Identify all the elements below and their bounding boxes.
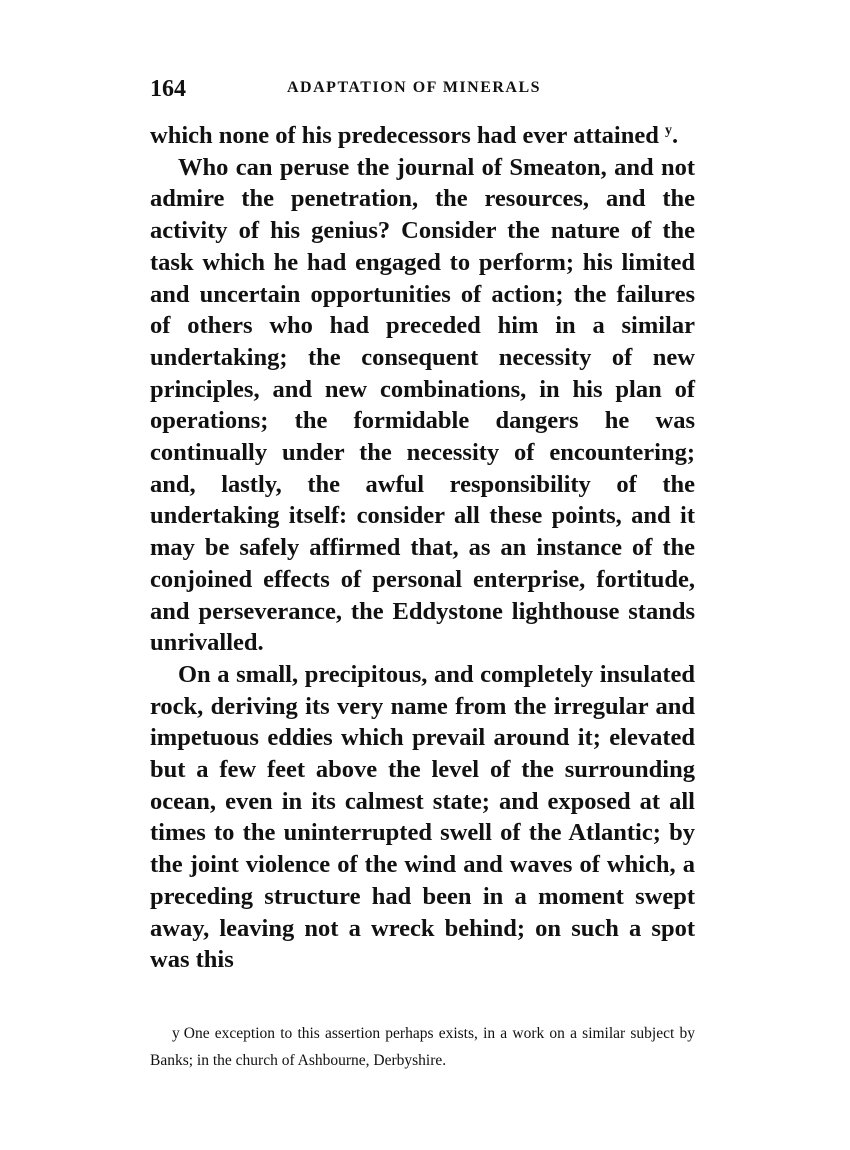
page-number: 164 — [150, 76, 186, 102]
footnote-text: One exception to this assertion perhaps exists, in a work on a similar subject by Banks; in the church of Ashbourne, Derbyshire. — [150, 1025, 695, 1069]
page-header — [150, 76, 695, 106]
paragraph-2: Who can peruse the journal of Smeaton, and not admire the penetration, the resources, and the activity of his genius? Consider the nature of the task which he had engaged to perform; his limited and uncertain opportunities of action; the failures of others who had preceded him in a similar undertaking; the consequent necessity of new principles, and new combinations, in his plan of operations; the formidable dangers he was continually under the necessity of encountering; and, lastly, the awful responsibility of the undertaking itself: consider all these points, and it may be safely affirmed that, as an instance of the conjoined effects of personal enterprise, fortitude, and perseverance, the Eddystone lighthouse stands unrivalled. — [150, 153, 695, 657]
paragraph-1-text: which none of his predecessors had ever attained — [150, 122, 659, 149]
footnote-reference: y — [664, 122, 672, 138]
body-text — [150, 120, 695, 976]
paragraph-1-end: . — [671, 122, 679, 149]
paragraph-1 — [150, 120, 695, 152]
footnote-marker: y — [172, 1025, 180, 1042]
footnote — [150, 1020, 695, 1074]
running-head: ADAPTATION OF MINERALS — [287, 79, 542, 96]
paragraph-3: On a small, precipitous, and completely insulated rock, deriving its very name from the irregular and impetuous eddies which prevail around it; elevated but a few feet above the level of the surrounding ocean, even in its calmest state; and exposed at all times to the uninterrupted swell of the Atlantic; by the joint violence of the wind and waves of which, a preceding structure had been in a moment swept away, leaving not a wreck behind; on such a spot was this — [150, 660, 695, 974]
